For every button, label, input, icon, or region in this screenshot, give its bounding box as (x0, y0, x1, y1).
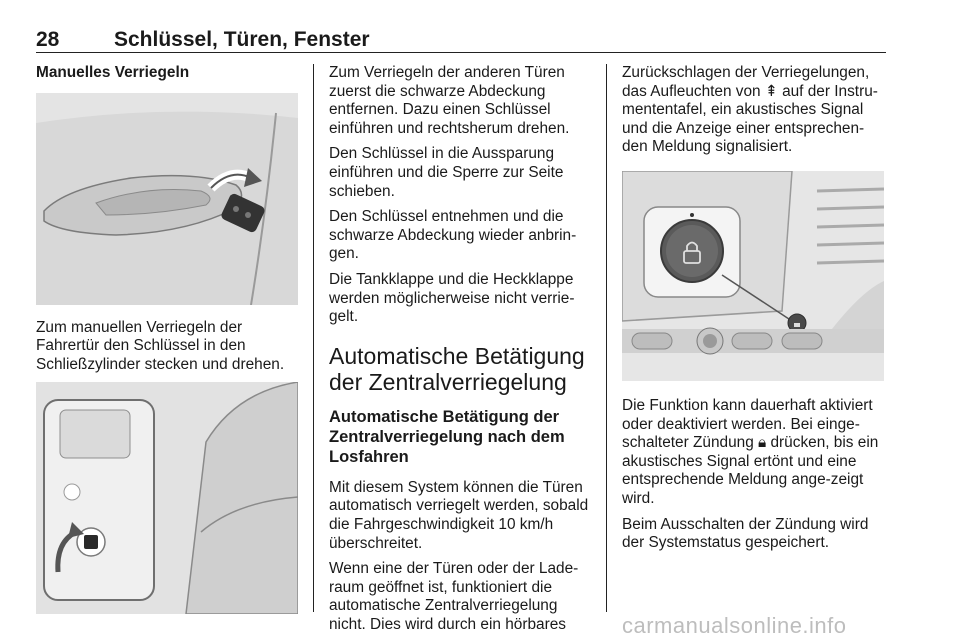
column-left (36, 64, 298, 614)
page-title: Schlüssel, Türen, Fenster (114, 28, 370, 51)
rear-door-lock-illustration (36, 382, 298, 614)
paragraph: Den Schlüssel in die Aussparung einführen und die Sperre zur Seite schieben. (329, 145, 564, 200)
paragraph: Zum manuellen Verriegeln der Fahrertür den Schlüssel in den Schließzylinder stecken und drehen. (36, 318, 285, 373)
paragraph: Wenn eine der Türen oder der Lade-raum geöffnet ist, funktioniert die automatische Zentralverriegelung nicht. Dies wird durch ein hörbares (329, 560, 579, 633)
door-handle-key-illustration (36, 93, 298, 305)
central-lock-button-illustration (622, 171, 884, 381)
paragraph: Den Schlüssel entnehmen und die schwarze Abdeckung wieder anbrin-gen. (329, 208, 577, 263)
paragraph: Zum Verriegeln der anderen Türen zuerst die schwarze Abdeckung entfernen. Dazu einen Schlüssel einführen und rechtsherum drehen. (329, 64, 570, 137)
page-header (36, 28, 886, 53)
watermark: carmanualsonline.info (622, 613, 847, 638)
column-middle (329, 64, 593, 641)
paragraph: Beim Ausschalten der Zündung wird der Systemstatus gespeichert. (622, 515, 869, 552)
subsection-heading: Automatische Betätigung der Zentralverriegelung nach dem Losfahren (329, 407, 565, 466)
paragraph: Zurückschlagen der Verriegelungen, das Aufleuchten von ⇞ auf der Instru-mententafel, ein akustisches Signal und die Anzeige einer entsprechen-den Meldung signalisiert. (622, 64, 878, 156)
subheading-manual-locking: Manuelles Verriegeln (36, 64, 190, 81)
column-divider (313, 64, 314, 612)
paragraph: Die Tankklappe und die Heckklappe werden möglicherweise nicht verrie-gelt. (329, 270, 575, 326)
paragraph: Die Funktion kann dauerhaft aktiviert oder deaktiviert werden. Bei einge-schalteter Zündung 🔒︎ drücken, bis ein akustisches Signal ertönt und eine entsprechende Meldung ange-zeigt wird. (622, 396, 879, 507)
page-number: 28 (36, 28, 60, 51)
column-right (622, 64, 886, 560)
column-divider (606, 64, 607, 612)
paragraph: Mit diesem System können die Türen automatisch verriegelt werden, sobald die Fahrgeschwindigkeit 10 km/h überschreitet. (329, 478, 589, 552)
section-heading: Automatische Betätigung der Zentralverriegelung (329, 342, 585, 395)
